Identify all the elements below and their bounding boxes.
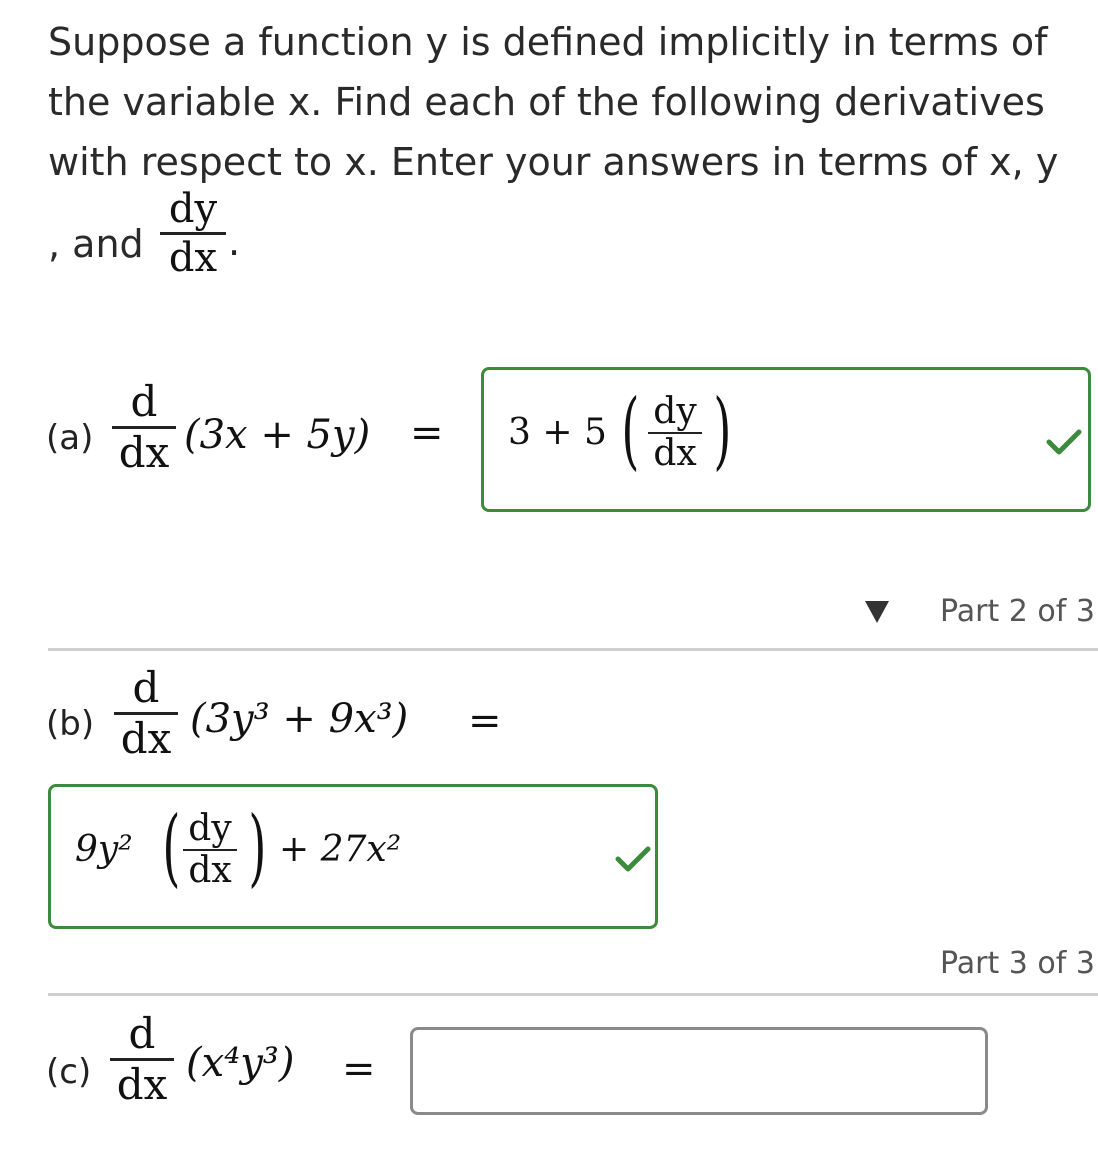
intro-frac-den: dx (168, 235, 218, 281)
ans-frac-den: dx (188, 850, 232, 891)
triangle-down-icon[interactable] (864, 600, 890, 624)
op-num: d (128, 1009, 156, 1058)
part-3-header: Part 3 of 3 (940, 946, 1095, 981)
op-num: d (132, 663, 160, 712)
part-b-equals: = (468, 698, 502, 744)
checkmark-icon (615, 845, 651, 873)
ans-frac-den: dx (653, 433, 697, 474)
op-num: d (130, 377, 158, 426)
part-b-answer-field[interactable] (48, 784, 658, 929)
problem-statement (48, 12, 1098, 192)
ans-frac-num: dy (653, 391, 697, 432)
part-c-expression: (x⁴y³) (186, 1040, 295, 1086)
left-paren: ( (621, 381, 640, 479)
divider-part-3 (48, 993, 1098, 996)
part-c-label: (c) (46, 1052, 92, 1092)
op-den: dx (116, 1060, 168, 1109)
divider-part-2 (48, 648, 1098, 651)
part-a-expression: (3x + 5y) (184, 412, 371, 458)
intro-line-2: the variable x. Find each of the following derivatives (48, 80, 1045, 124)
ans-frac-num: dy (188, 808, 232, 849)
part-a-derivative-operator (112, 378, 176, 477)
part-c-equals: = (342, 1046, 376, 1092)
part-a-answer-field[interactable] (481, 367, 1091, 512)
intro-line-1: Suppose a function y is defined implicitly in terms of (48, 20, 1048, 64)
part-b-label: (b) (46, 704, 95, 744)
part-a-answer-prefix: 3 + 5 (508, 412, 607, 453)
part-c-answer-field[interactable] (410, 1027, 988, 1115)
part-b-answer-dydx (183, 809, 237, 891)
part-b-derivative-operator (114, 664, 178, 763)
intro-line-4-prefix: , and (48, 222, 144, 266)
part-c-derivative-operator (110, 1010, 174, 1109)
part-a-label: (a) (46, 418, 94, 458)
right-paren: ) (248, 798, 267, 896)
intro-dydx-fraction (160, 186, 226, 281)
intro-line-3: with respect to x. Enter your answers in terms of x, y (48, 140, 1059, 184)
checkmark-icon (1046, 428, 1082, 456)
op-den: dx (120, 714, 172, 763)
intro-frac-num: dy (168, 186, 218, 232)
part-b-expression: (3y³ + 9x³) (190, 696, 409, 742)
left-paren: ( (162, 798, 181, 896)
part-2-header: Part 2 of 3 (940, 594, 1095, 629)
part-b-answer-suffix: + 27x² (279, 829, 402, 870)
op-den: dx (118, 428, 170, 477)
part-a-equals: = (410, 410, 444, 456)
part-b-answer-prefix: 9y² (75, 829, 133, 870)
part-a-answer-dydx (648, 392, 702, 474)
intro-period: . (228, 220, 241, 264)
right-paren: ) (713, 381, 732, 479)
